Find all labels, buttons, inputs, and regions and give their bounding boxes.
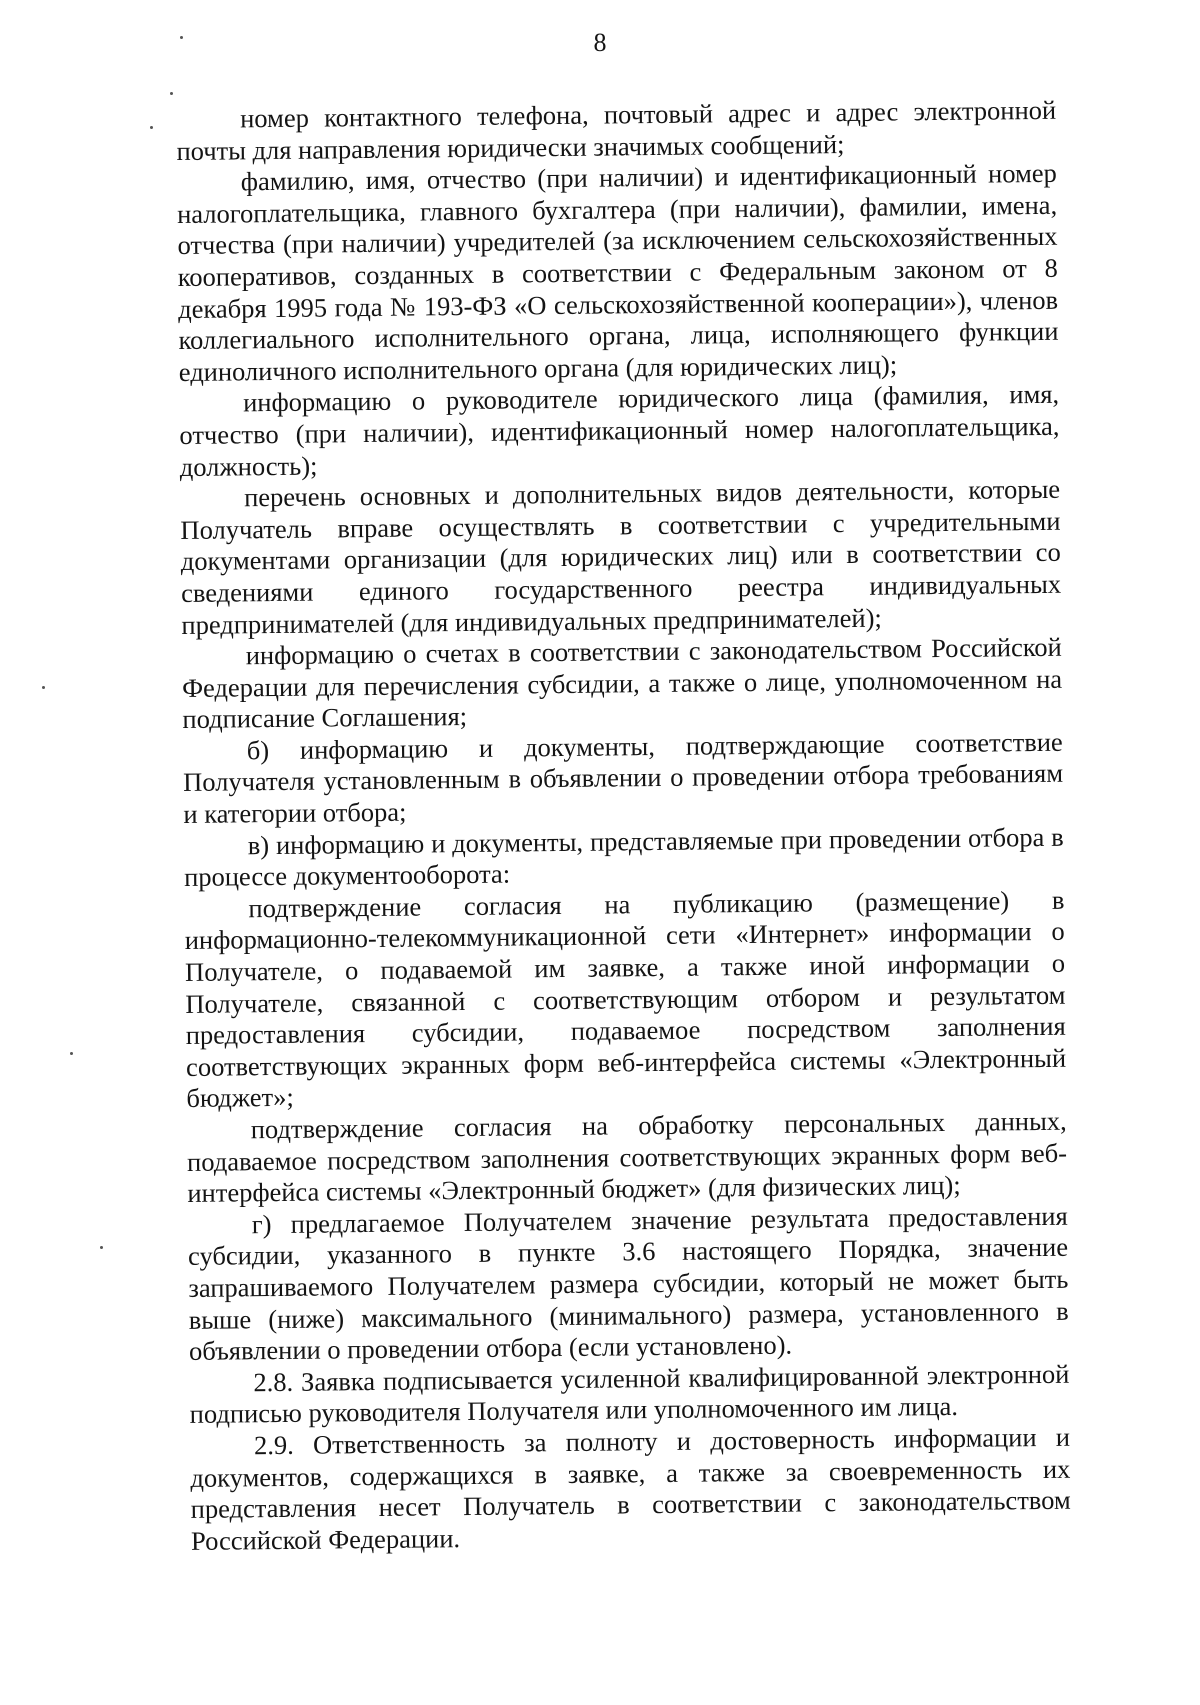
paragraph: 2.9. Ответственность за полноту и достоверность информации и документов, содержащихся в заявке, а также за своевременность их представления несет Получатель в соответствии с законодательством Российской Федерации. <box>190 1421 1071 1556</box>
paragraph: в) информацию и документы, представляемые при проведении отбора в процессе документооборота: <box>183 821 1064 893</box>
paragraph: информацию о счетах в соответствии с законодательством Российской Федерации для перечисления субсидии, а также о лице, уполномоченном на подписание Соглашения; <box>181 631 1063 735</box>
paragraph: номер контактного телефона, почтовый адрес и адрес электронной почты для направления юридически значимых сообщений; <box>176 94 1057 166</box>
scan-speck <box>150 126 153 129</box>
page-number: 8 <box>593 28 607 57</box>
paragraph: перечень основных и дополнительных видов деятельности, которые Получатель вправе осуществлять в соответствии с учредительными документами организации (для юридических лиц) или в соответствии со сведениями единого государственного реестра индивидуальных предпринимателей (для индивидуальных предпринимателей); <box>180 473 1062 640</box>
document-body <box>176 95 1071 1557</box>
paragraph: фамилию, имя, отчество (при наличии) и идентификационный номер налогоплательщика, главного бухгалтера (при наличии), фамилии, имена, отчества (при наличии) учредителей (за исключением сельскохозяйственных кооперативов, созданных в соответствии с Федеральным законом от 8 декабря 1995 года № 193-ФЗ «О сельскохозяйственной кооперации»), членов коллегиального исполнительного органа, лица, исполняющего функции единоличного исполнительного органа (для юридических лиц); <box>176 157 1059 387</box>
scan-speck <box>180 36 183 39</box>
scan-speck <box>42 686 45 689</box>
paragraph: г) предлагаемое Получателем значение результата предоставления субсидии, указанного в пункте 3.6 настоящего Порядка, значение запрашиваемого Получателем размера субсидии, который не может быть выше (ниже) максимального (минимального) размера, установленного в объявлении о проведении отбора (если установлено). <box>187 1200 1069 1367</box>
paragraph: подтверждение согласия на обработку персональных данных, подаваемое посредством заполнения соответствующих экранных форм веб-интерфейса системы «Электронный бюджет» (для физических лиц); <box>186 1105 1068 1209</box>
scan-speck <box>70 1052 73 1055</box>
paragraph: б) информацию и документы, подтверждающие соответствие Получателя установленным в объявлении о проведении отбора требованиям и категории отбора; <box>182 726 1064 830</box>
scan-speck <box>100 1246 103 1249</box>
paragraph: 2.8. Заявка подписывается усиленной квалифицированной электронной подписью руководителя Получателя или уполномоченного им лица. <box>189 1358 1070 1430</box>
paragraph: подтверждение согласия на публикацию (размещение) в информационно-телекоммуникационной сети «Интернет» информации о Получателе, о подаваемой им заявке, а также иной информации о Получателе, связанной с соответствующим отбором и результатом предоставления субсидии, подаваемое посредством заполнения соответствующих экранных форм веб-интерфейса системы «Электронный бюджет»; <box>184 884 1067 1114</box>
paragraph: информацию о руководителе юридического лица (фамилия, имя, отчество (при наличии), идентификационный номер налогоплательщика, должность); <box>179 379 1060 482</box>
scan-speck <box>170 92 173 95</box>
